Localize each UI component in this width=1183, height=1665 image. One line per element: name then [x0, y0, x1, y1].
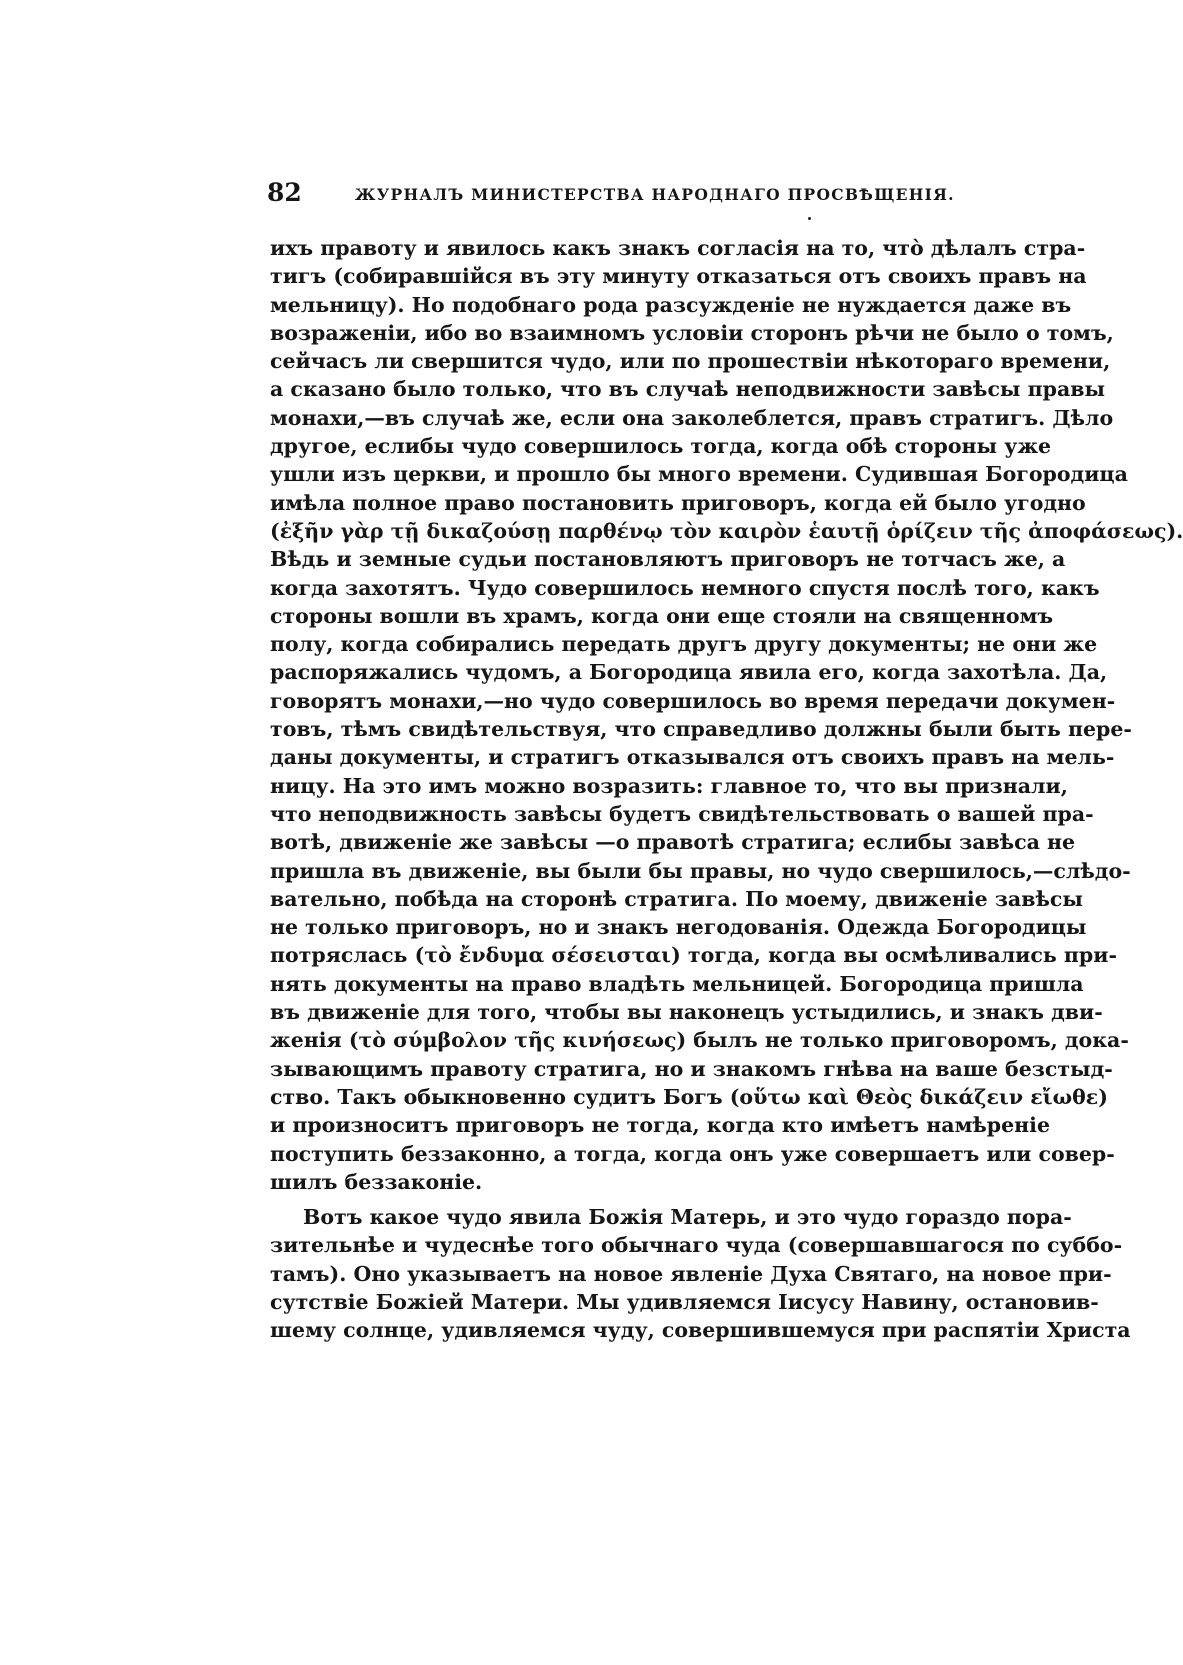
text-line: Вѣдь и земные судьи постановляютъ приговоръ не тотчасъ же, а	[270, 547, 1066, 572]
text-line: тигъ (собиравшійся въ эту минуту отказаться отъ своихъ правъ на	[270, 264, 1087, 289]
page-number: 82	[267, 178, 302, 207]
page-header	[267, 178, 1019, 218]
text-line: Вотъ какое чудо явила Божія Матерь, и это чудо гораздо пора-	[303, 1205, 1072, 1230]
text-line: женія (τὸ σύμβολον τῆς κινήσεως) былъ не только приговоромъ, дока-	[270, 1028, 1129, 1053]
text-line: когда захотятъ. Чудо совершилось немного спустя послѣ того, какъ	[270, 575, 1100, 600]
text-line: а сказано было только, что въ случаѣ неподвижности завѣсы правы	[270, 377, 1106, 402]
text-line: и произноситъ приговоръ не тогда, когда кто имѣетъ намѣреніе	[270, 1113, 1051, 1138]
text-line: зительнѣе и чудеснѣе того обычнаго чуда (совершавшагося по суббо-	[270, 1233, 1123, 1258]
text-line: другое, еслибы чудо совершилось тогда, когда обѣ стороны уже	[270, 434, 1052, 459]
text-line: распоряжались чудомъ, а Богородица явила его, когда захотѣла. Да,	[270, 660, 1108, 685]
text-line: ихъ правоту и явилось какъ знакъ согласія на то, что̀ дѣлалъ стра-	[270, 236, 1086, 260]
text-line: товъ, тѣмъ свидѣтельствуя, что справедливо должны были быть пере-	[270, 717, 1132, 742]
text-line: говорятъ монахи,—но чудо совершилось во время передачи докумен-	[270, 688, 1116, 713]
text-line: ушли изъ церкви, и прошло бы много времени. Судившая Богородица	[270, 462, 1128, 487]
paragraph	[270, 1203, 1131, 1344]
text-line: не только приговоръ, но и знакъ негодованія. Одежда Богородицы	[270, 915, 1087, 940]
text-line: шилъ беззаконіе.	[270, 1169, 483, 1194]
paragraph-gap	[270, 1196, 1018, 1203]
text-line: полу, когда собирались передать другъ другу документы; не они же	[270, 632, 1098, 657]
text-line: мельницу). Но подобнаго рода разсужденіе не нуждается даже въ	[270, 292, 1072, 317]
text-line: сейчасъ ли свершится чудо, или по прошествіи нѣкотораго времени,	[270, 349, 1111, 374]
text-line: имѣла полное право постановить приговоръ, когда ей было угодно	[270, 490, 1086, 515]
text-line: монахи,—въ случаѣ же, если она заколеблется, правъ стратигъ. Дѣло	[270, 405, 1114, 430]
text-line: возраженіи, ибо во взаимномъ условіи сторонъ рѣчи не было о томъ,	[270, 320, 1114, 345]
body-text	[270, 234, 1183, 1345]
text-line: сутствіе Божіей Матери. Мы удивляемся Іисусу Навину, остановив-	[270, 1289, 1099, 1314]
text-line: нять документы на право владѣть мельницей. Богородица пришла	[270, 971, 1084, 996]
text-line: вательно, побѣда на сторонѣ стратига. По моему, движеніе завѣсы	[270, 886, 1083, 911]
text-line: тамъ). Оно указываетъ на новое явленіе Духа Святаго, на новое при-	[270, 1261, 1112, 1286]
text-line: пришла въ движеніе, вы были бы правы, но чудо свершилось,—слѣдо-	[270, 858, 1131, 883]
text-line: что неподвижность завѣсы будетъ свидѣтельствовать о вашей пра-	[270, 801, 1094, 826]
paragraph	[270, 234, 1183, 1196]
text-line: поступить беззаконно, а тогда, когда онъ уже совершаетъ или совер-	[270, 1141, 1115, 1166]
print-speck	[808, 217, 811, 220]
text-line: (ἐξῆν γὰρ τῇ δικαζούσῃ παρθένῳ τὸν καιρὸν ἑαυτῇ ὁρίζειν τῆς ἀποφάσεως).	[270, 518, 1183, 543]
running-title: ЖУРНАЛЪ МИНИСТЕРСТВА НАРОДНАГО ПРОСВѢЩЕНІЯ.	[355, 185, 955, 204]
text-line: зывающимъ правоту стратига, но и знакомъ гнѣва на ваше безстыд-	[270, 1056, 1113, 1081]
text-line: даны документы, и стратигъ отказывался отъ своихъ правъ на мель-	[270, 745, 1115, 770]
text-line: ницу. На это имъ можно возразить: главное то, что вы признали,	[270, 773, 1068, 798]
text-line: шему солнце, удивляемся чуду, совершившемуся при распятіи Христа	[270, 1318, 1131, 1343]
text-line: потряслась (τὸ ἔνδυμα σέσεισται) тогда, когда вы осмѣливались при-	[270, 943, 1117, 968]
text-line: вотѣ, движеніе же завѣсы —о правотѣ стратига; еслибы завѣса не	[270, 830, 1076, 855]
text-line: стороны вошли въ храмъ, когда они еще стояли на священномъ	[270, 603, 1054, 628]
text-line: ство. Такъ обыкновенно судитъ Богъ (οὕτω καὶ Θεὸς δικάζειν εἴωθε)	[270, 1084, 1108, 1109]
text-line: въ движеніе для того, чтобы вы наконецъ устыдились, и знакъ дви-	[270, 1000, 1103, 1025]
